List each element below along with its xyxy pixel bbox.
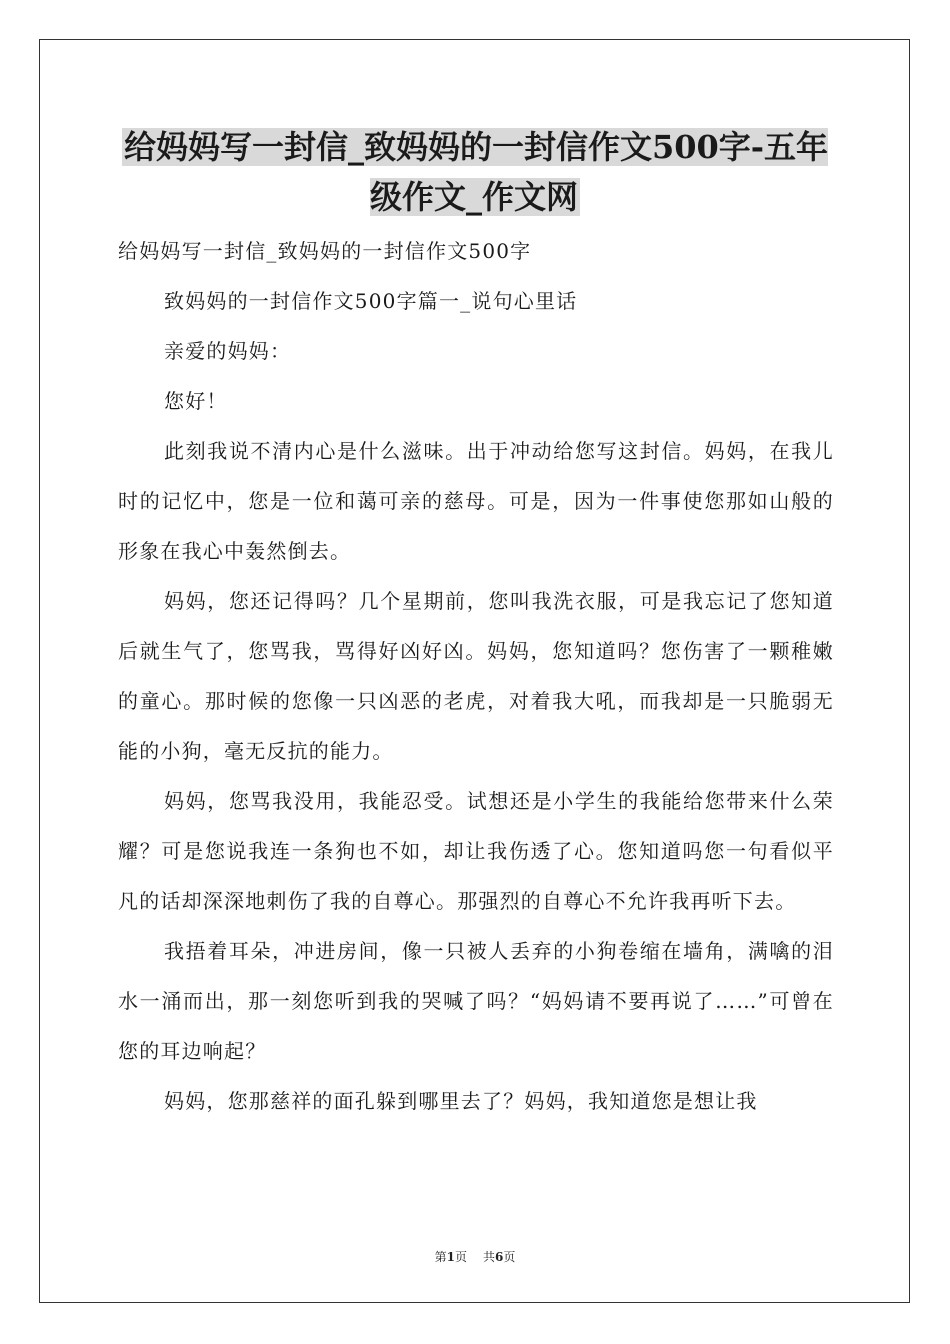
total-suffix: 页 xyxy=(503,1250,516,1264)
paragraph: 此刻我说不清内心是什么滋味。出于冲动给您写这封信。妈妈，在我儿时的记忆中，您是一位和蔼可亲的慈母。可是，因为一件事使您那如山般的形象在我心中轰然倒去。 xyxy=(118,439,834,563)
paragraph: 给妈妈写一封信_致妈妈的一封信作文500字 xyxy=(118,239,532,263)
page-prefix: 第 xyxy=(434,1250,447,1264)
document-title xyxy=(118,122,832,222)
total-prefix: 共 xyxy=(483,1250,496,1264)
paragraph: 您好！ xyxy=(164,389,228,413)
paragraph: 致妈妈的一封信作文500字篇一_说句心里话 xyxy=(164,289,578,313)
paragraph: 妈妈，您骂我没用，我能忍受。试想还是小学生的我能给您带来什么荣耀？可是您说我连一条狗也不如，却让我伤透了心。您知道吗您一句看似平凡的话却深深地刺伤了我的自尊心。那强烈的自尊心不允许我再听下去。 xyxy=(118,789,834,913)
current-page-number: 1 xyxy=(446,1250,455,1264)
paragraph: 我捂着耳朵，冲进房间，像一只被人丢弃的小狗卷缩在墙角，满噙的泪水一涌而出，那一刻您听到我的哭喊了吗？“妈妈请不要再说了……”可曾在您的耳边响起？ xyxy=(118,939,834,1063)
paragraph: 妈妈，您还记得吗？几个星期前，您叫我洗衣服，可是我忘记了您知道后就生气了，您骂我，骂得好凶好凶。妈妈，您知道吗？您伤害了一颗稚嫩的童心。那时候的您像一只凶恶的老虎，对着我大吼，而我却是一只脆弱无能的小狗，毫无反抗的能力。 xyxy=(118,589,834,763)
paragraph: 妈妈，您那慈祥的面孔躲到哪里去了？妈妈，我知道您是想让我 xyxy=(164,1089,758,1113)
paragraph: 亲爱的妈妈： xyxy=(164,339,292,363)
total-page-number: 6 xyxy=(495,1250,504,1264)
document-title-text: 给妈妈写一封信_致妈妈的一封信作文500字-五年级作文_作文网 xyxy=(123,128,829,216)
page-footer xyxy=(0,1248,950,1265)
document-body xyxy=(118,226,834,1126)
page-suffix: 页 xyxy=(454,1250,467,1264)
